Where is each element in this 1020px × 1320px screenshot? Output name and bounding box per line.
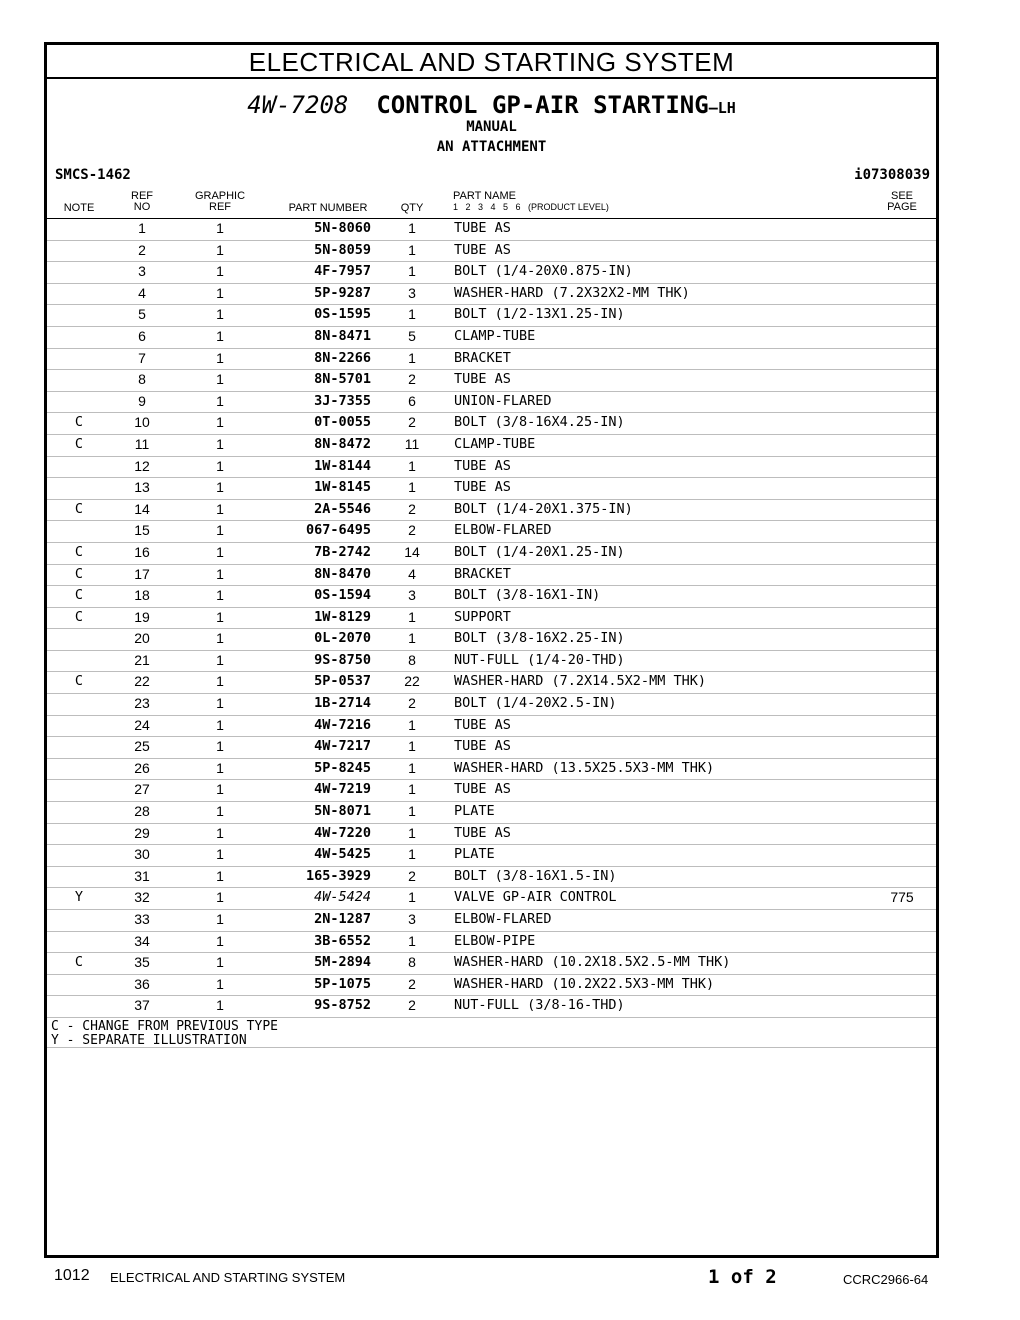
graphic-ref-cell: 1	[216, 608, 224, 625]
part-name-cell: BOLT (1/4-20X0.875-IN)	[454, 263, 633, 280]
table-row	[47, 457, 936, 479]
part-name-cell: BOLT (3/8-16X4.25-IN)	[454, 414, 625, 431]
ref-no-cell: 23	[134, 695, 150, 712]
group-name: CONTROL GP-AIR STARTING	[376, 91, 709, 119]
ref-no-cell: 18	[134, 587, 150, 604]
part-name-cell: TUBE AS	[454, 781, 511, 798]
table-row	[47, 867, 936, 889]
ref-no-cell: 36	[134, 975, 150, 992]
graphic-ref-cell: 1	[216, 479, 224, 496]
graphic-ref-cell: 1	[216, 803, 224, 820]
notes-legend	[47, 1018, 936, 1048]
qty-cell: 1	[408, 608, 416, 625]
part-name-cell: ELBOW-FLARED	[454, 911, 552, 927]
see-page-cell: 775	[890, 889, 914, 906]
part-number-cell: 3J-7355	[314, 392, 371, 409]
graphic-ref-cell: 1	[216, 954, 224, 971]
qty-cell: 3	[408, 284, 416, 301]
part-name-cell: BOLT (3/8-16X1.5-IN)	[454, 867, 617, 884]
header-graphic-top: GRAPHIC	[194, 190, 246, 202]
graphic-ref-cell: 1	[216, 889, 224, 906]
header-ref-no	[125, 191, 159, 213]
section-title: ELECTRICAL AND STARTING SYSTEM	[47, 45, 936, 79]
part-number-cell: 8N-2266	[314, 349, 371, 366]
part-name-cell: BOLT (1/4-20X1.375-IN)	[454, 500, 633, 517]
header-ref-bottom: NO	[133, 201, 151, 213]
graphic-ref-cell: 1	[216, 241, 224, 258]
qty-cell: 1	[408, 889, 416, 906]
part-name-cell: WASHER-HARD (13.5X25.5X3-MM THK)	[454, 759, 715, 776]
qty-cell: 2	[408, 997, 416, 1014]
table-row	[47, 500, 936, 522]
graphic-ref-cell: 1	[216, 306, 224, 323]
part-name-cell: CLAMP-TUBE	[454, 435, 536, 452]
qty-cell: 14	[404, 543, 420, 560]
header-qty: QTY	[400, 202, 424, 214]
part-number-cell: 1W-8129	[314, 608, 371, 625]
table-row	[47, 349, 936, 371]
part-name-cell: TUBE AS	[454, 457, 511, 474]
part-name-cell: BOLT (1/4-20X1.25-IN)	[454, 543, 625, 560]
table-row	[47, 327, 936, 349]
table-row	[47, 651, 936, 673]
part-name-cell: BOLT (1/2-13X1.25-IN)	[454, 306, 625, 323]
qty-cell: 2	[408, 695, 416, 712]
part-name-cell: ELBOW-PIPE	[454, 932, 536, 949]
header-ref-top: REF	[131, 190, 153, 202]
ref-no-cell: 37	[134, 997, 150, 1014]
graphic-ref-cell: 1	[216, 911, 224, 927]
ref-no-cell: 6	[138, 327, 146, 344]
ref-no-cell: 31	[134, 867, 150, 884]
table-row	[47, 780, 936, 802]
part-name-cell: UNION-FLARED	[454, 392, 552, 409]
header-note: NOTE	[63, 202, 95, 214]
qty-cell: 1	[408, 349, 416, 366]
qty-cell: 1	[408, 306, 416, 323]
table-row	[47, 521, 936, 543]
part-number-cell: 4W-5424	[314, 889, 371, 906]
ref-no-cell: 35	[134, 954, 150, 971]
ref-no-cell: 29	[134, 824, 150, 841]
parts-table	[47, 219, 936, 1048]
part-number-cell: 5M-2894	[314, 954, 371, 971]
header-part-name-top: PART NAME	[453, 190, 516, 202]
table-row	[47, 435, 936, 457]
part-number-cell: 165-3929	[305, 867, 371, 884]
part-name-cell: TUBE AS	[454, 824, 511, 841]
table-row	[47, 262, 936, 284]
ref-no-cell: 10	[134, 414, 150, 431]
note-cell: C	[74, 435, 84, 452]
part-number-cell: 067-6495	[305, 522, 371, 539]
ref-no-cell: 30	[134, 846, 150, 863]
graphic-ref-cell: 1	[216, 759, 224, 776]
qty-cell: 1	[408, 263, 416, 280]
ref-no-cell: 12	[134, 457, 150, 474]
part-number-cell: 3B-6552	[314, 932, 371, 949]
table-row	[47, 241, 936, 263]
ref-no-cell: 16	[134, 543, 150, 560]
graphic-ref-cell: 1	[216, 651, 224, 668]
part-name-cell: CLAMP-TUBE	[454, 327, 536, 344]
page-frame	[44, 42, 939, 1258]
footer-page-of: 1 of 2	[708, 1266, 777, 1288]
part-number-cell: 1W-8145	[314, 479, 371, 496]
part-name-cell: TUBE AS	[454, 716, 511, 733]
graphic-ref-cell: 1	[216, 587, 224, 604]
graphic-ref-cell: 1	[216, 263, 224, 280]
qty-cell: 1	[408, 479, 416, 496]
part-name-cell: NUT-FULL (1/4-20-THD)	[454, 651, 625, 668]
table-row	[47, 478, 936, 500]
qty-cell: 2	[408, 500, 416, 517]
part-number-cell: 8N-8470	[314, 565, 371, 582]
part-number-cell: 0S-1595	[314, 306, 371, 323]
table-row	[47, 586, 936, 608]
graphic-ref-cell: 1	[216, 846, 224, 863]
table-row	[47, 608, 936, 630]
part-name-cell: NUT-FULL (3/8-16-THD)	[454, 997, 625, 1014]
ref-no-cell: 22	[134, 673, 150, 690]
graphic-ref-cell: 1	[216, 565, 224, 582]
ref-no-cell: 24	[134, 716, 150, 733]
ref-no-cell: 9	[138, 392, 146, 409]
part-name-cell: PLATE	[454, 846, 495, 863]
table-row	[47, 996, 936, 1018]
ref-no-cell: 15	[134, 522, 150, 539]
qty-cell: 1	[408, 932, 416, 949]
part-number-cell: 4W-7217	[314, 738, 371, 755]
footer-section: ELECTRICAL AND STARTING SYSTEM	[110, 1270, 346, 1285]
note-cell: C	[74, 608, 84, 625]
part-name-cell: TUBE AS	[454, 371, 511, 388]
graphic-ref-cell: 1	[216, 824, 224, 841]
part-number-cell: 0L-2070	[314, 630, 371, 647]
graphic-ref-cell: 1	[216, 738, 224, 755]
header-graphic-bottom: REF	[209, 201, 231, 213]
qty-cell: 3	[408, 911, 416, 927]
ref-no-cell: 34	[134, 932, 150, 949]
ref-no-cell: 27	[134, 781, 150, 798]
ref-no-cell: 2	[138, 241, 146, 258]
graphic-ref-cell: 1	[216, 932, 224, 949]
part-number-cell: 0T-0055	[314, 414, 371, 431]
graphic-ref-cell: 1	[216, 867, 224, 884]
qty-cell: 11	[404, 435, 420, 452]
note-cell: C	[74, 414, 84, 431]
part-number-cell: 5P-1075	[314, 975, 371, 992]
part-name-cell: VALVE GP-AIR CONTROL	[454, 889, 617, 906]
table-row	[47, 824, 936, 846]
part-number-cell: 5N-8059	[314, 241, 371, 258]
qty-cell: 2	[408, 867, 416, 884]
part-number-cell: 5P-0537	[314, 673, 371, 690]
part-name-cell: BOLT (3/8-16X2.25-IN)	[454, 630, 625, 647]
part-number-cell: 4F-7957	[314, 263, 371, 280]
graphic-ref-cell: 1	[216, 414, 224, 431]
part-name-cell: BOLT (1/4-20X2.5-IN)	[454, 695, 617, 712]
part-name-cell: TUBE AS	[454, 479, 511, 496]
graphic-ref-cell: 1	[216, 327, 224, 344]
ref-no-cell: 33	[134, 911, 150, 927]
qty-cell: 1	[408, 457, 416, 474]
header-see-bottom: PAGE	[887, 201, 917, 213]
qty-cell: 2	[408, 522, 416, 539]
ref-no-cell: 19	[134, 608, 150, 625]
smcs-code: SMCS-1462	[55, 167, 131, 183]
illustration-ref: i07308039	[854, 167, 930, 183]
table-row	[47, 737, 936, 759]
qty-cell: 2	[408, 414, 416, 431]
table-row	[47, 932, 936, 954]
part-number-cell: 9S-8750	[314, 651, 371, 668]
graphic-ref-cell: 1	[216, 630, 224, 647]
part-number-cell: 4W-7219	[314, 781, 371, 798]
qty-cell: 8	[408, 954, 416, 971]
graphic-ref-cell: 1	[216, 371, 224, 388]
footer-page-number: 1012	[54, 1267, 90, 1284]
part-name-cell: PLATE	[454, 803, 495, 820]
qty-cell: 1	[408, 803, 416, 820]
group-subtitle-attachment: AN ATTACHMENT	[436, 139, 547, 155]
table-row	[47, 565, 936, 587]
note-cell: Y	[74, 889, 84, 906]
part-number-cell: 8N-8472	[314, 435, 371, 452]
table-row	[47, 370, 936, 392]
table-row	[47, 888, 936, 910]
part-number-cell: 5N-8071	[314, 803, 371, 820]
qty-cell: 5	[408, 327, 416, 344]
graphic-ref-cell: 1	[216, 673, 224, 690]
ref-no-cell: 1	[138, 220, 146, 236]
qty-cell: 1	[408, 716, 416, 733]
note-cell: C	[74, 543, 84, 560]
group-subtitle-manual: MANUAL	[466, 119, 517, 135]
part-name-cell: SUPPORT	[454, 608, 511, 625]
table-row	[47, 629, 936, 651]
part-name-cell: WASHER-HARD (7.2X14.5X2-MM THK)	[454, 673, 706, 690]
part-name-cell: WASHER-HARD (10.2X18.5X2.5-MM THK)	[454, 954, 731, 971]
header-see-page	[877, 191, 927, 213]
header-graphic-ref	[187, 191, 253, 213]
table-row	[47, 975, 936, 997]
table-row	[47, 543, 936, 565]
qty-cell: 1	[408, 220, 416, 236]
part-name-cell: BRACKET	[454, 349, 511, 366]
graphic-ref-cell: 1	[216, 284, 224, 301]
note-cell: C	[74, 565, 84, 582]
header-product-levels: 1 2 3 4 5 6 (PRODUCT LEVEL)	[453, 202, 609, 212]
graphic-ref-cell: 1	[216, 392, 224, 409]
part-number-cell: 9S-8752	[314, 997, 371, 1014]
header-see-top: SEE	[890, 190, 913, 202]
table-row	[47, 413, 936, 435]
ref-no-cell: 4	[138, 284, 146, 301]
qty-cell: 1	[408, 781, 416, 798]
part-number-cell: 1B-2714	[314, 695, 371, 712]
graphic-ref-cell: 1	[216, 457, 224, 474]
table-row	[47, 305, 936, 327]
table-row	[47, 759, 936, 781]
qty-cell: 4	[408, 565, 416, 582]
note-legend-item: C - CHANGE FROM PREVIOUS TYPE	[51, 1018, 278, 1034]
part-name-cell: TUBE AS	[454, 241, 511, 258]
qty-cell: 8	[408, 651, 416, 668]
header-part-number: PART NUMBER	[288, 202, 368, 214]
table-row	[47, 694, 936, 716]
ref-no-cell: 32	[134, 889, 150, 906]
graphic-ref-cell: 1	[216, 435, 224, 452]
table-row	[47, 284, 936, 306]
group-heading	[47, 91, 936, 119]
qty-cell: 1	[408, 824, 416, 841]
part-number-cell: 7B-2742	[314, 543, 371, 560]
table-row	[47, 716, 936, 738]
group-suffix: —LH	[708, 99, 736, 117]
table-row	[47, 845, 936, 867]
ref-no-cell: 14	[134, 500, 150, 517]
part-number-cell: 5P-8245	[314, 759, 371, 776]
table-row	[47, 392, 936, 414]
ref-no-cell: 25	[134, 738, 150, 755]
graphic-ref-cell: 1	[216, 975, 224, 992]
note-cell: C	[74, 673, 84, 690]
header-part-name	[453, 191, 609, 213]
table-row	[47, 953, 936, 975]
graphic-ref-cell: 1	[216, 349, 224, 366]
qty-cell: 3	[408, 587, 416, 604]
ref-no-cell: 7	[138, 349, 146, 366]
ref-no-cell: 20	[134, 630, 150, 647]
part-number-cell: 1W-8144	[314, 457, 371, 474]
ref-no-cell: 21	[134, 651, 150, 668]
table-row	[47, 219, 936, 241]
part-number-cell: 2N-1287	[314, 911, 371, 927]
footer-doc-code: CCRC2966-64	[843, 1272, 929, 1287]
group-part-number: 4W-7208	[247, 91, 349, 119]
part-name-cell: WASHER-HARD (10.2X22.5X3-MM THK)	[454, 975, 715, 992]
qty-cell: 1	[408, 759, 416, 776]
graphic-ref-cell: 1	[216, 220, 224, 236]
ref-no-cell: 5	[138, 306, 146, 323]
graphic-ref-cell: 1	[216, 500, 224, 517]
part-name-cell: ELBOW-FLARED	[454, 522, 552, 539]
graphic-ref-cell: 1	[216, 695, 224, 712]
part-number-cell: 5P-9287	[314, 284, 371, 301]
graphic-ref-cell: 1	[216, 997, 224, 1014]
part-name-cell: TUBE AS	[454, 738, 511, 755]
ref-no-cell: 28	[134, 803, 150, 820]
ref-no-cell: 3	[138, 263, 146, 280]
part-number-cell: 2A-5546	[314, 500, 371, 517]
table-row	[47, 672, 936, 694]
note-cell: C	[74, 500, 84, 517]
ref-no-cell: 13	[134, 479, 150, 496]
part-name-cell: WASHER-HARD (7.2X32X2-MM THK)	[454, 284, 690, 301]
graphic-ref-cell: 1	[216, 716, 224, 733]
part-name-cell: BRACKET	[454, 565, 511, 582]
ref-no-cell: 26	[134, 759, 150, 776]
note-legend-item: Y - SEPARATE ILLUSTRATION	[51, 1032, 247, 1048]
table-row	[47, 802, 936, 824]
qty-cell: 1	[408, 241, 416, 258]
qty-cell: 2	[408, 975, 416, 992]
ref-no-cell: 17	[134, 565, 150, 582]
part-number-cell: 5N-8060	[314, 220, 371, 236]
note-cell: C	[74, 587, 84, 604]
qty-cell: 1	[408, 846, 416, 863]
part-name-cell: TUBE AS	[454, 220, 511, 236]
qty-cell: 1	[408, 630, 416, 647]
qty-cell: 6	[408, 392, 416, 409]
ref-no-cell: 11	[134, 435, 150, 452]
note-cell: C	[74, 954, 84, 971]
qty-cell: 1	[408, 738, 416, 755]
part-number-cell: 0S-1594	[314, 587, 371, 604]
part-number-cell: 8N-5701	[314, 371, 371, 388]
part-number-cell: 4W-7220	[314, 824, 371, 841]
part-number-cell: 4W-5425	[314, 846, 371, 863]
graphic-ref-cell: 1	[216, 522, 224, 539]
table-row	[47, 910, 936, 932]
ref-no-cell: 8	[138, 371, 146, 388]
graphic-ref-cell: 1	[216, 781, 224, 798]
part-number-cell: 8N-8471	[314, 327, 371, 344]
part-name-cell: BOLT (3/8-16X1-IN)	[454, 587, 601, 604]
qty-cell: 2	[408, 371, 416, 388]
part-number-cell: 4W-7216	[314, 716, 371, 733]
qty-cell: 22	[404, 673, 420, 690]
graphic-ref-cell: 1	[216, 543, 224, 560]
